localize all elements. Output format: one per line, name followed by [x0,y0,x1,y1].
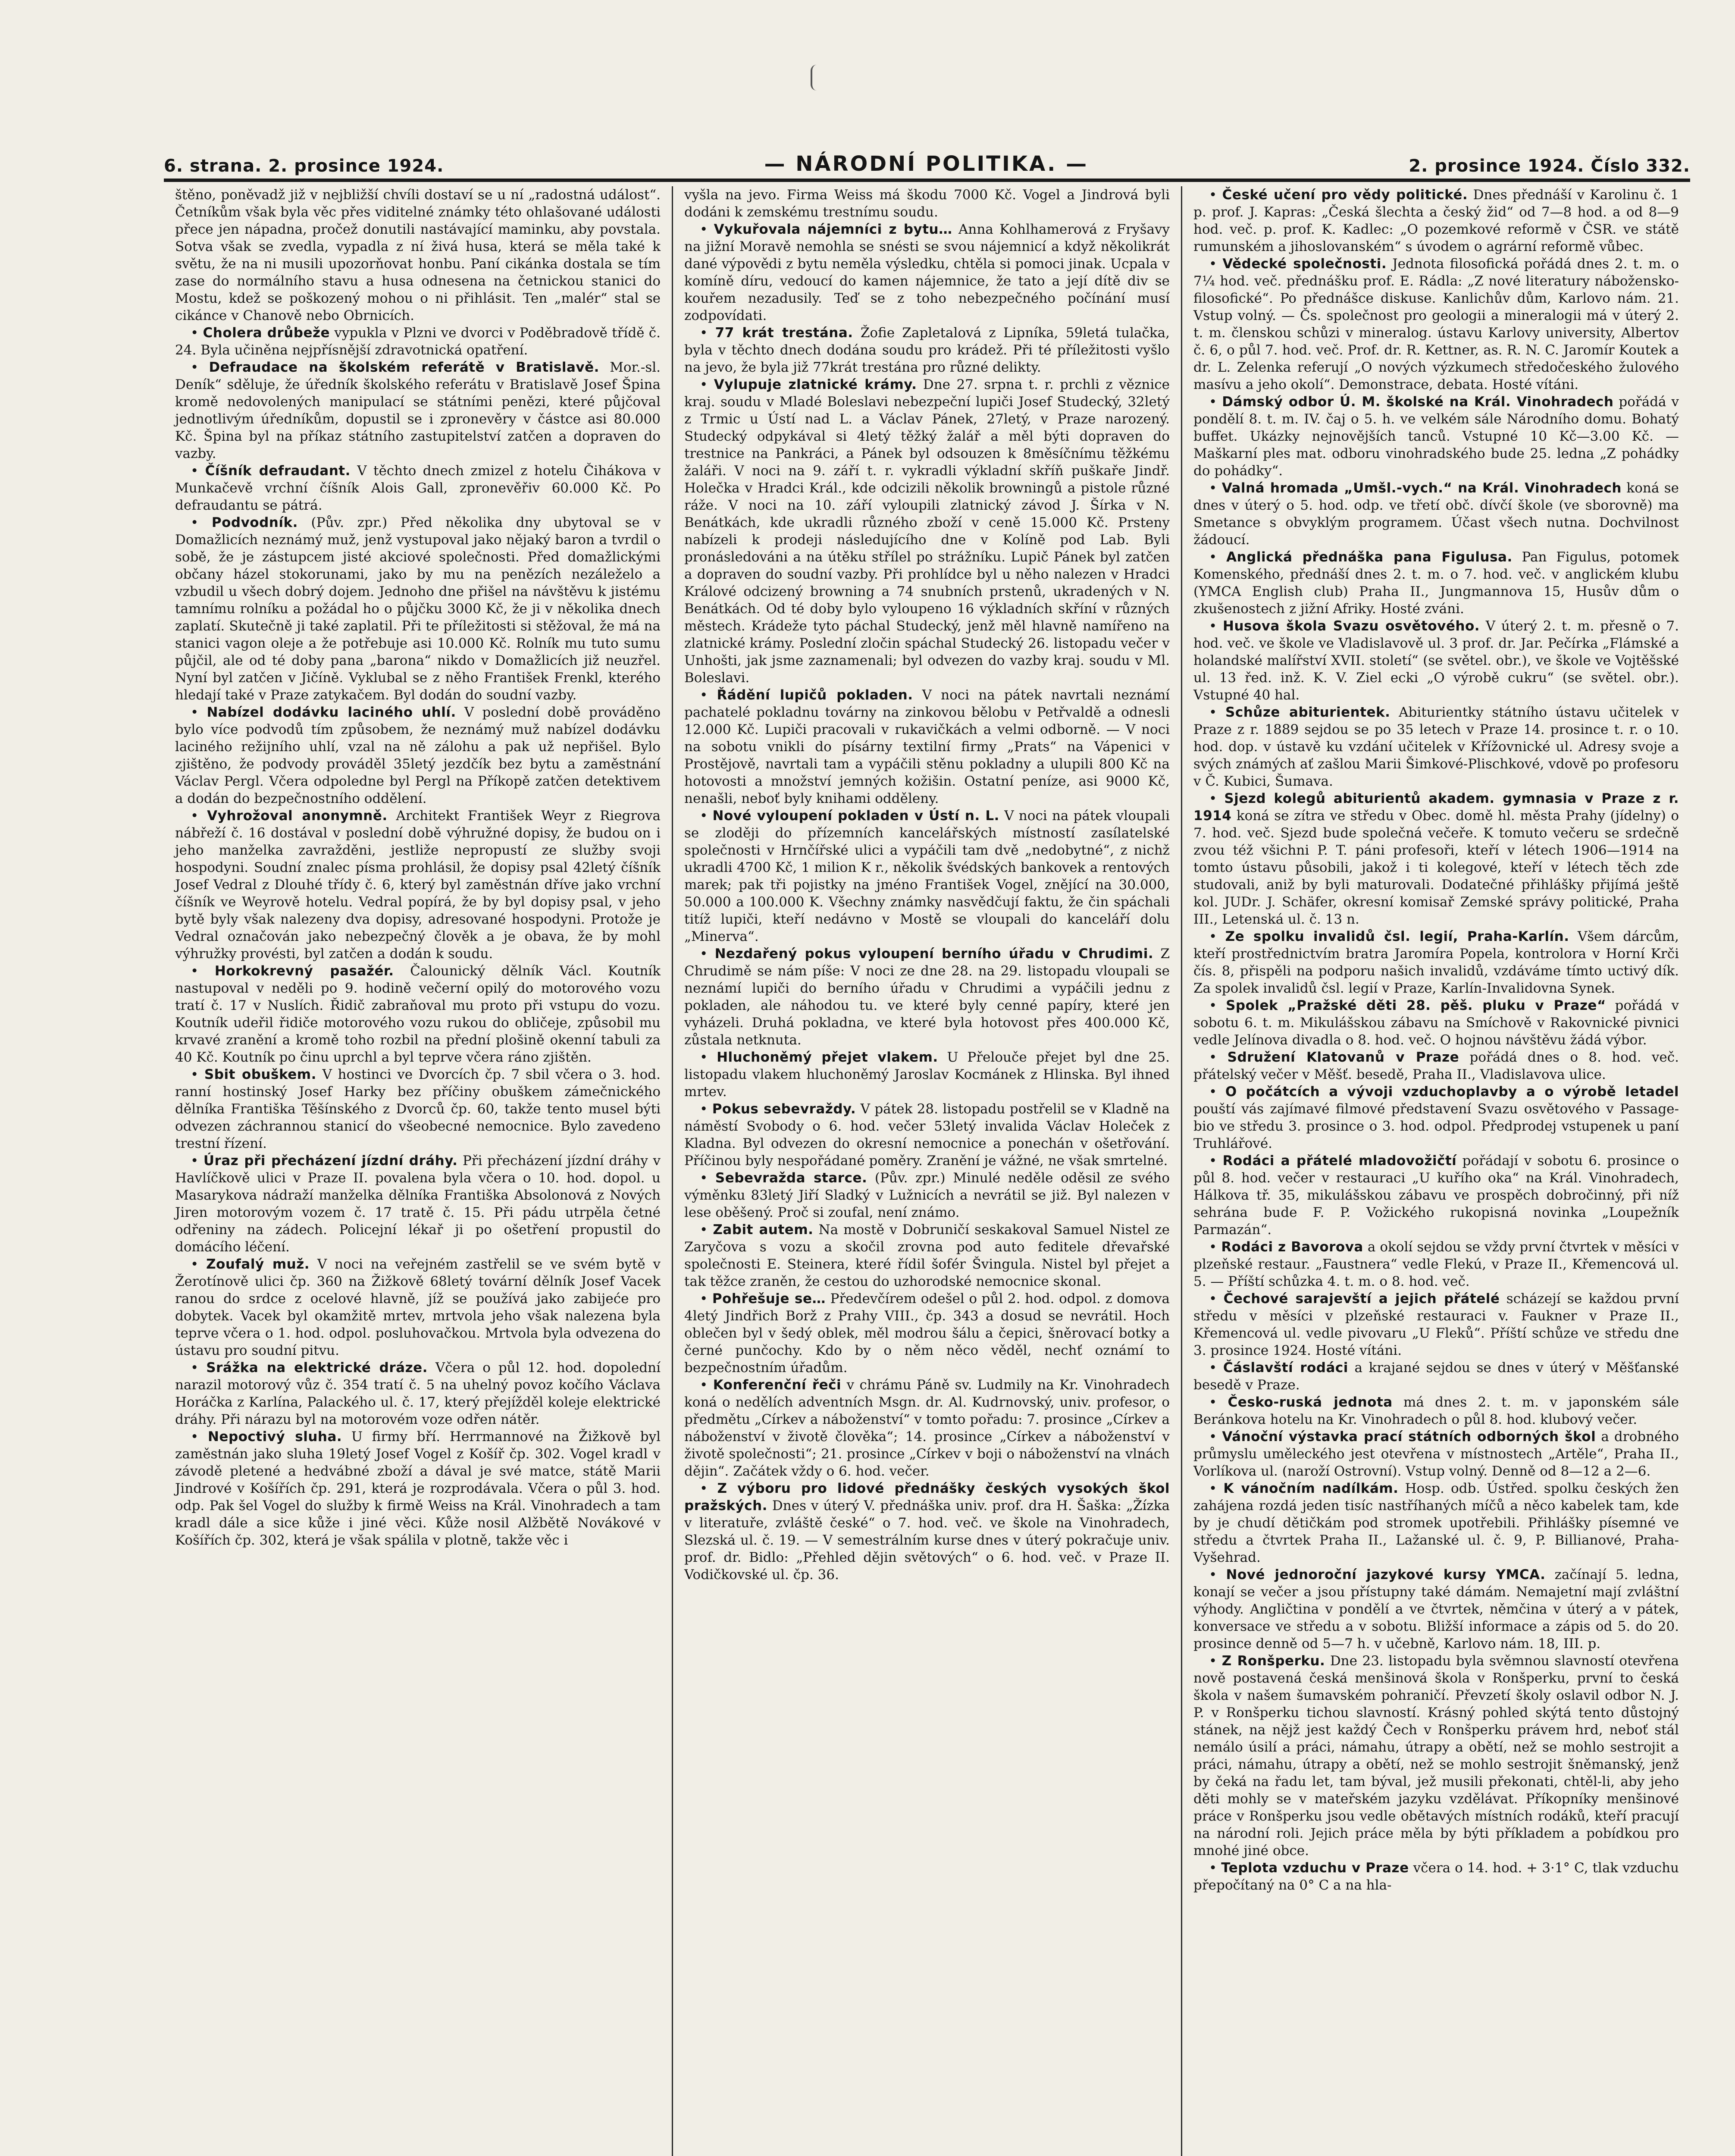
article-item: • Sebevražda starce. (Pův. zpr.) Minulé neděle oděsil ze svého výměnku 83letý Jiří Sladký v Lužnicích a nevrátil se již. Byl nalezen v lese oběšený. Proč si zoufal, není známo. [684,1170,1170,1220]
article-item: • Nové jednoroční jazykové kursy YMCA. začínají 5. ledna, konají se večer a jsou přístupny také dámám. Nemajetní mají zvláštní výhody. Angličtina v pondělí a ve čtvrtek, němčina v úterý a v pátek, konversace ve středu a v sobotu. Bližší informace a zápis od 5. do 20. prosince denně od 5—7 h. v učebně, Karlovo nám. 18, III. p. [1193,1567,1679,1651]
article-item: • Česko-ruská jednota má dnes 2. t. m. v japonském sále Beránkova hotelu na Kr. Vinohradech o půl 8. hod. klubový večer. [1193,1395,1679,1427]
article-headline: Nepoctivý sluha. [207,1429,342,1445]
article-text: začínají 5. ledna, konají se večer a jsou přístupny také dámám. Nemajetní mají zvláštní výhody. Angličtina v pondělí a ve čtvrtek, němčina v úterý a v pátek, konversace ve středu a v sobotu. Bližší informace a zápis od 5. do 20. prosince denně od 5—7 h. v učebně, Karlovo nám. 18, III. p. [1193,1567,1679,1651]
article-headline: Nové vyloupení pokladen v Ústí n. L. [712,808,999,824]
article-headline: Teplota vzduchu v Praze [1221,1860,1409,1876]
column-1 [164,186,672,2156]
article-headline: Schůze abiturientek. [1225,705,1391,720]
article-item: • Úraz při přecházení jízdní dráhy. Při přecházení jízdní dráhy v Havlíčkově ulici v Praze II. povalena byla včera o 10. hod. dopol. u Masarykova nádraží manželka dělníka Františka Absolonová z Nových Jiren motorovým vozem č. 17 tratě č. 15. Při pádu utrpěla četné odřeniny na zádech. Policejní lékař ji po ošetření propustil do domácího léčení. [175,1153,661,1255]
article-item: • Spolek „Pražské děti 28. pěš. pluku v Praze“ pořádá v sobotu 6. t. m. Mikulášskou zábavu na Smíchově v Rakovnické pivnici vedle Jelínova divadla o 8. hod. več. O hojnou návštěvu žádá výbor. [1193,998,1679,1048]
article-item: • Srážka na elektrické dráze. Včera o půl 12. hod. dopolední narazil motorový vůz č. 354 tratí č. 5 na uhelný povoz kočího Václava Horáčka z Karlína, Palackého ul. č. 17, který přejížděl koleje elektrické dráhy. Při nárazu byl na motorovém voze odřen nátěr. [175,1360,661,1427]
page-header [164,137,1690,176]
article-item [175,186,661,324]
article-text: pořádá dnes o 8. hod. več. přátelský večer v Měšť. besedě, Praha II., Vladislavova ulice. [1193,1050,1679,1082]
article-headline: Číšník defraudant. [205,463,351,479]
date-left: 2. prosince 1924. [268,156,444,176]
article-item: • Valná hromada „Umšl.-vych.“ na Král. Vinohradech koná se dnes v úterý o 5. hod. odp. ve třetí obč. dívčí škole (ve sborovně) ma Smetance s obvyklým programem. Účast všech nutna. Dochvilnost žádoucí. [1193,480,1679,548]
article-item: • Vyhrožoval anonymně. Architekt František Weyr z Riegrova nábřeží č. 16 dostával v poslední době výhružné dopisy, že budou on i jeho manželka zavražděni, jestliže nepropustí ze služby svoji hospodyni. Soudní znalec písma prohlásil, že dopisy psal 42letý číšník Josef Vedral z Dlouhé třídy č. 6, který byl zaměstnán dříve jako vrchní číšník ve Weyrově hotelu. Vedral popírá, že by byl dopisy psal, v jeho bytě byly však nalezeny dva dopisy, adresované hospodyni. Protože je Vedral označován jako nebezpečný člověk a je obava, že by mohl výhružky provésti, byl zatčen a dodán k soudu. [175,808,661,962]
article-headline: Vánoční výstavka prací státních odborných škol [1222,1429,1596,1445]
article-item: • Pohřešuje se… Předevčírem odešel o půl 2. hod. odpol. z domova 4letý Jindřich Borž z Prahy VIII., čp. 343 a dosud se nevrátil. Hoch oblečen byl v šedý oblek, měl modrou šálu a čepici, šněrovací botky a černé punčochy. Kdo by o něm něco věděl, nechť oznámí to bezpečnostním úřadům. [684,1291,1170,1376]
article-headline: Spolek „Pražské děti 28. pěš. pluku v Praze“ [1226,998,1606,1013]
article-text: Čalounický dělník Václ. Koutník nastupoval v neděli po 9. hodině večerní opilý do motorového vozu tratí č. 17 v Nuslích. Řidič zabraňoval mu proto při vstupu do vozu. Koutník udeřil řidiče motorového vozu rukou do obličeje, způsobil mu krvavé zranění a kromě toho rozbil na přední plošině okenní tabuli za 40 Kč. Koutník po činu uprchl a byl teprve včera ráno zjištěn. [175,963,661,1065]
article-text: v chrámu Páně sv. Ludmily na Kr. Vinohradech koná o nedělích adventních Msgn. dr. Al. Kudrnovský, univ. profesor, o předmětu „Církev a náboženství“ v tomto pořadu: 7. prosince „Církev a náboženství v životě člověka“; 14. prosince „Církev a náboženství v životě společnosti“; 21. prosince „Církev v boji o náboženství na vlnách dějin“. Začátek vždy o 6. hod. večer. [684,1377,1170,1479]
article-text: Žofie Zapletalová z Lipníka, 59letá tulačka, byla v těchto dnech dodána soudu pro krádež. Při té příležitosti vyšlo na jevo, že byla již 77krát trestána pro různé delikty. [684,325,1170,375]
article-text: V noci na veřejném zastřelil se ve svém bytě v Žerotínově ulici čp. 360 na Žižkově 68letý tovární dělník Josef Vacek ranou do srdce z ocelové hlavně, jíž se používá jako zabijeće pro dobytek. Vacek byl okamžitě mrtev, mrtvola jeho však nalezena byla teprve včera o 1. hod. odpol. posluhovačkou. Mrtvola byla odvezena do ústavu pro soudní pitvu. [175,1257,661,1358]
article-item: • Z výboru pro lidové přednášky českých vysokých škol pražských. Dnes v úterý V. přednáška univ. prof. dra H. Šaška: „Žízka v literatuře, zvláště české“ o 7. hod. več. ve škole na Vinohradech, Slezská ul. č. 19. — V semestrálním kurse dnes v úterý pokračuje univ. prof. dr. Bidlo: „Přehled dějin světových“ o 6. hod. več. v Praze II. Vodičkovské ul. čp. 36. [684,1481,1170,1583]
article-headline: Ze spolku invalidů čsl. legií, Praha-Karlín. [1225,929,1569,944]
article-item: • Schůze abiturientek. Abiturientky státního ústavu učitelek v Praze z r. 1889 sejdou se po 35 letech v Praze 14. prosince t. r. o 10. hod. dop. v ústavě ku vzdání učitelek v Křížovnické ul. Adresy svoje a svých známých ať zašlou Marii Šimkové-Plischkové, vdově po profesoru v Č. Kubici, Šumava. [1193,705,1679,789]
article-text: Z Chrudimě se nám píše: V noci ze dne 28. na 29. listopadu vloupali se neznámí lupiči do berního úřadu v Chrudimi a vypáčili jednu z pokladen, ale náhodou tu. ve které byly cenné papíry, které jen vyházeli. Druhá pokladna, ve které byla hotovost přes 400.000 Kč, zůstala netknuta. [684,946,1170,1048]
article-headline: Úraz při přecházení jízdní dráhy. [203,1153,458,1169]
article-headline: Rodáci a přátelé mladovožičtí [1222,1153,1457,1169]
article-item: • Řádění lupičů pokladen. V noci na pátek navrtali neznámí pachatelé pokladnu továrny na zinkovou bělobu v Petřvaldě a odnesli 12.000 Kč. Lupiči pracovali v rukavičkách a velmi odborně. — V noci na sobotu vnikli do písárny textilní firmy „Prats“ na Vápenici v Prostějově, navrtali tam a vypáčili stěnu pokladny a ulupili 800 Kč na hotovosti a množství jemných kožišin. Ostatní peníze, asi 9000 Kč, nenašli, neboť byly knihami odděleny. [684,687,1170,806]
article-item: • O počátcích a vývoji vzduchoplavby a o výrobě letadel pouští vás zajímavé filmové představení Svazu osvětového v Passage-bio ve středu 3. prosince o 3. hod. odpol. Předprodej vstupenek u paní Truhlářové. [1193,1084,1679,1151]
article-item: • Horkokrevný pasažér. Čalounický dělník Václ. Koutník nastupoval v neděli po 9. hodině večerní opilý do motorového vozu tratí č. 17 v Nuslích. Řidič zabraňoval mu proto při vstupu do vozu. Koutník udeřil řidiče motorového vozu rukou do obličeje, způsobil mu krvavé zranění a kromě toho rozbil na přední plošině okenní tabuli za 40 Kč. Koutník po činu uprchl a byl teprve včera ráno zjištěn. [175,963,661,1065]
article-text: vyšla na jevo. Firma Weiss má škodu 7000 Kč. Vogel a Jindrová byli dodáni k zemskému trestnímu soudu. [684,187,1170,220]
article-text: Při přecházení jízdní dráhy v Havlíčkově ulici v Praze II. povalena byla včera o 10. hod. dopol. u Masarykova nádraží manželka dělníka Františka Absolonová z Nových Jiren motorovým vozem č. 17 tratě č. 15. Při pádu utrpěla četné odřeniny na zádech. Policejní lékař ji po ošetření propustil do domácího léčení. [175,1153,661,1255]
article-headline: Zoufalý muž. [206,1257,310,1272]
article-text: V poslední době prováděno bylo více podvodů tím způsobem, že neznámý muž nabízel dodávku laciného režijního uhlí, vzal na ně zálohu a pak už nepřišel. Bylo zjištěno, že podvody prováděl 35letý jezdčík bez bytu a zaměstnání Václav Pergl. Včera odpoledne byl Pergl na Příkopě zatčen detektivem a dodán do bezpečnostního oddělení. [175,705,661,806]
article-text: a okolí sejdou se vždy první čtvrtek v měsíci v plzeňské restaur. „Faustnera“ vedle Flekú, v Praze II., Křemencová ul. 5. — Příští schůzka 4. t. m. o 8. hod. več. [1193,1239,1679,1289]
article-text: Předevčírem odešel o půl 2. hod. odpol. z domova 4letý Jindřich Borž z Prahy VIII., čp. 343 a dosud se nevrátil. Hoch oblečen byl v šedý oblek, měl modrou šálu a čepici, šněrovací botky a černé punčochy. Kdo by o něm něco věděl, nechť oznámí to bezpečnostním úřadům. [684,1291,1170,1376]
article-item: • Vánoční výstavka prací státních odborných škol a drobného průmyslu uměleckého jest otevřena v místnostech „Artěle“, Praha II., Vorlíkova ul. (naroží Ostrovní). Vstup volný. Denně od 8—12 a 2—6. [1193,1429,1679,1479]
article-headline: Anglická přednáška pana Figulusa. [1226,549,1513,565]
article-text: pořádá v sobotu 6. t. m. Mikulášskou zábavu na Smíchově v Rakovnické pivnici vedle Jelínova divadla o 8. hod. več. O hojnou návštěvu žádá výbor. [1193,998,1679,1048]
article-headline: Rodáci z Bavorova [1221,1239,1363,1255]
article-item: • Anglická přednáška pana Figulusa. Pan Figulus, potomek Komenského, přednáší dnes 2. t. m. o 7. hod. več. v anglickém klubu (YMCA English club) Praha II., Jungmannova 15, Husův dům o zkušenostech z jižní Afriky. Hosté zváni. [1193,549,1679,617]
article-item: • Dámský odbor Ú. M. školské na Král. Vinohradech pořádá v pondělí 8. t. m. IV. čaj o 5. h. ve velkém sále Národního domu. Bohatý buffet. Ukázky nejnovějších tanců. Vstupné 10 Kč—3.00 Kč. — Maškarní ples mat. odboru vinohradského bude 25. ledna „Z pohádky do pohádky“. [1193,394,1679,479]
article-text: pořádají v sobotu 6. prosince o půl 8. hod. večer v restauraci „U kuřího oka“ na Král. Vinohradech, Hálkova tř. 35, mikulášskou zábavu ve prospěch dobročinný, při níž sehrána bude F. P. Vožického rukopisná novinka „Loupežník Parmazán“. [1193,1153,1679,1238]
article-headline: 77 krát trestána. [715,325,853,341]
article-item: • Z Ronšperku. Dne 23. listopadu byla svěmnou slavností otevřena nově postavená česká menšinová škola v Ronšperku, první to česká škola v našem šumavském pohraničí. Převzetí školy oslavil odbor N. J. P. v Ronšperku tichou slavností. Krásný pohled skýtá tento důstojný stánek, na nějž jest každý Čech v Ronšperku právem hrd, neboť stál nemálo úsilí a práci, námahu, útrapy a obětí, než se mohlo sestrojit a práci, námahu, útrapy a obětí, než se mohlo sestrojit šněmanský, jenž by čeká na řadu let, tam býval, jež musili překonati, chtěl-li, aby jeho děti mohly se v mateřském jazyku vzdělávat. Příkopníky menšinové práce v Ronšperku jsou vedle obětavých místních rodáků, kteří pracují na národní roli. Jejich práce měla by býti příkladem a pobídkou pro mnohé jiné obce. [1193,1653,1679,1858]
article-text: Jednota filosofická pořádá dnes 2. t. m. o 7¼ hod. več. přednášku prof. E. Rádla: „Z nové literatury nábožensko-filosofické“. Po přednášce diskuse. Kanlichův dům, Karlovo nám. 21. Vstup volný. — Čs. společnost pro geologii a mineralogii má v úterý 2. t. m. členskou schůzi v mineralog. ústavu Karlovy university, Albertov č. 6, o půl 7. hod. več. Prof. dr. R. Kettner, as. R. N. C. Jaromír Koutek a dr. L. Zelenka referují „O nových výzkumech středočeského žulového masívu a jeho okolí“. Demonstrace, debata. Hosté vítáni. [1193,256,1679,392]
article-headline: Sebevražda starce. [715,1170,868,1186]
column-3 [1181,186,1690,2156]
article-headline: Vykuřovala nájemníci z bytu… [714,222,952,237]
article-headline: Valná hromada „Umšl.-vych.“ na Král. Vinohradech [1221,480,1622,496]
article-text: U Přelouče přejet byl dne 25. listopadu vlakem hluchoněmý Jaroslav Kocmánek z Hlinska. Byl ihned mrtev. [684,1050,1170,1100]
article-text: U firmy bří. Herrmannové na Žižkově byl zaměstnán jako sluha 19letý Josef Vogel z Košíř čp. 302. Vogel kradl v závodě pletené a hedvábné zboží a dával je své matce, státě Marii Jindrové v Košířích čp. 291, která je rozprodávala. Včera o půl 3. hod. odp. Pak šel Vogel do služby k firmě Weiss na Král. Vinohradech a tam kradl dále a sice kůže i jiné věci. Kůže nosil Alžbětě Novákové v Košířích čp. 302, která je však spálila v plotně, takže věc i [175,1429,661,1548]
article-headline: Nezdařený pokus vyloupení berního úřadu v Chrudimi. [714,946,1154,962]
article-headline: Čáslavští rodáci [1223,1360,1348,1376]
date-and-issue [1409,156,1690,176]
article-item: • Čechové sarajevští a jejich přátelé scházejí se každou první středu v měsíci v plzeňské restauraci v. Faukner v Praze II., Křemencová ul. vedle pivovaru „U Fleků“. Příští schůze ve středu dne 3. prosince 1924. Hosté vítáni. [1193,1291,1679,1358]
article-text: scházejí se každou první středu v měsíci v plzeňské restauraci v. Faukner v Praze II., Křemencová ul. vedle pivovaru „U Fleků“. Příští schůze ve středu dne 3. prosince 1924. Hosté vítáni. [1193,1291,1679,1358]
date-right: 2. prosince 1924. [1409,156,1585,176]
article-item: • Vylupuje zlatnické krámy. Dne 27. srpna t. r. prchli z věznice kraj. soudu v Mladé Boleslavi nebezpeční lupiči Josef Studecký, 32letý z Trmic u Ústí nad L. a Václav Pánek, 27letý, v Praze narozený. Studecký odpykával si 4letý těžký žalář a měl býti dopraven do trestnice na Pankráci, a Pánek byl odsouzen k 8měsíčnímu těžkému žaláři. V noci na 9. září t. r. vykradli výkladní skříň puškaře Jindř. Holečka v Hradci Král., kde odcizili několik browningů a pistole různé ráže. V noci na 10. září vyloupili zlatnický závod J. Šírka v N. Benátkách, kde ukradli různého zboží v ceně 15.000 Kč. Prsteny nabízeli k prodeji následujícího dne v Kolíně pod Lab. Byli pronásledováni a na útěku střílel po strážníku. Lupič Pánek byl zatčen a dopraven do soudní vazby. Při prohlídce byl u něho nalezen v Hradci Králové odcizený browning a 74 snubních prstenů, ukradených v N. Benátkách. Od té doby bylo vyloupeno 16 výkladních skříní v různých městech. Krádeže tyto páchal Studecký, jenž měl hlavně namířeno na zlatnické krámy. Poslední zločin spáchal Studecký 26. listopadu večer v Unhošti, jak jsme zaznamenali; byl odvezen do vazby kraj. soudu v Ml. Boleslavi. [684,377,1170,686]
article-headline: Dámský odbor Ú. M. školské na Král. Vinohradech [1222,394,1614,410]
article-text: (Pův. zpr.) Minulé neděle oděsil ze svého výměnku 83letý Jiří Sladký v Lužnicích a nevrátil se již. Byl nalezen v lese oběšený. Proč si zoufal, není známo. [684,1170,1170,1220]
article-headline: Hluchoněmý přejet vlakem. [717,1050,938,1065]
article-item: • Hluchoněmý přejet vlakem. U Přelouče přejet byl dne 25. listopadu vlakem hluchoněmý Jaroslav Kocmánek z Hlinska. Byl ihned mrtev. [684,1050,1170,1100]
article-text: V noci na pátek navrtali neznámí pachatelé pokladnu továrny na zinkovou bělobu v Petřvaldě a odnesli 12.000 Kč. Lupiči pracovali v rukavičkách a velmi odborně. — V noci na sobotu vnikli do písárny textilní firmy „Prats“ na Vápenici v Prostějově, navrtali tam a vypáčili stěnu pokladny a ulupili 800 Kč na hotovosti a množství jemných kožišin. Ostatní peníze, asi 9000 Kč, nenašli, neboť byly knihami odděleny. [684,687,1170,806]
article-text: koná se dnes v úterý o 5. hod. odp. ve třetí obč. dívčí škole (ve sborovně) ma Smetance s obvyklým programem. Účast všech nutna. Dochvilnost žádoucí. [1193,480,1679,548]
article-item: • Defraudace na školském referátě v Bratislavě. Mor.-sl. Deník“ sděluje, že úředník školského referátu v Bratislavě Josef Špina kromě nedovolených manipulací se státními penězi, které půjčoval jednotlivým úředníkům, dopustil se i zpronevěry v částce asi 80.000 Kč. Špina byl na příkaz státního zastupitelství zatčen a dopraven do vazby. [175,360,661,461]
article-text: V úterý 2. t. m. přesně o 7. hod. več. ve škole ve Vladislavově ul. 3 prof. dr. Jar. Pečírka „Flámské a holandské malířství XVII. století“ (se světel. obr.), ve škole ve Vojtěšské ul. 13 řed. inž. K. V. Ziel ecki „O výrobě cukru“ (se světel. obr.). Vstupné 40 hal. [1193,618,1679,703]
article-item: • Teplota vzduchu v Praze včera o 14. hod. + 3·1° C, tlak vzduchu přepočítaný na 0° C a na hla- [1193,1860,1679,1893]
article-item: • 77 krát trestána. Žofie Zapletalová z Lipníka, 59letá tulačka, byla v těchto dnech dodána soudu pro krádež. Při té příležitosti vyšlo na jevo, že byla již 77krát trestána pro různé delikty. [684,325,1170,375]
article-text: Architekt František Weyr z Riegrova nábřeží č. 16 dostával v poslední době výhružné dopisy, že budou on i jeho manželka zavražděni, jestliže nepropustí ze služby svoji hospodyni. Soudní znalec písma prohlásil, že dopisy psal 42letý číšník Josef Vedral z Dlouhé třídy č. 6, který byl zaměstnán dříve jako vrchní číšník ve Weyrově hotelu. Vedral popírá, že by byl dopisy psal, v jeho bytě byly však nalezeny dva dopisy, adresované hospodyni. Protože je Vedral označován jako nebezpečný člověk a je obava, že by mohl výhružky provésti, byl zatčen a dodán k soudu. [175,808,661,962]
article-headline: Cholera drůbeže [203,325,330,341]
article-text: pořádá v pondělí 8. t. m. IV. čaj o 5. h. ve velkém sále Národního domu. Bohatý buffet. Ukázky nejnovějších tanců. Vstupné 10 Kč—3.00 Kč. — Maškarní ples mat. odboru vinohradského bude 25. ledna „Z pohádky do pohádky“. [1193,394,1679,479]
issue-number: Číslo 332. [1591,156,1690,176]
article-headline: Nové jednoroční jazykové kursy YMCA. [1226,1567,1546,1583]
article-headline: Vylupuje zlatnické krámy. [714,377,917,392]
article-text: koná se zítra ve středu v Obec. domě hl. města Prahy (jídelny) o 7. hod. več. Sjezd bude společná večeře. K tomuto večeru se srdečně zvou též všichni P. T. páni profesoři, kteří v létech 1906—1914 na tomto ústavu působili, jakož i ti kolegové, kteří v létech těch zde studovali, aniž by byli maturovali. Dodatečné přihlášky přijímá ještě kol. JUDr. J. Schäfer, okresní komisař Zemské správy politické, Praha III., Letenská ul. č. 13 n. [1193,808,1679,927]
article-text: vypukla v Plzni ve dvorci v Poděbradově třídě č. 24. Byla učiněna nejpřísnější zdravotnická opatření. [175,325,661,358]
article-headline: Čechové sarajevští a jejich přátelé [1223,1291,1500,1307]
article-headline: Pokus sebevraždy. [712,1101,856,1117]
article-text: včera o 14. hod. + 3·1° C, tlak vzduchu přepočítaný na 0° C a na hla- [1193,1860,1679,1893]
article-headline: Česko-ruská jednota [1228,1395,1393,1410]
article-text: V noci na pátek vloupali se zloději do přízemních kancelářských místností zasílatelské společnosti v Hrnčířské ulici a vypáčili tam dvě „nedobytné“, z nichž ukradli 4700 Kč, 1 milion K r., několik švédských bankovek a rentových marek; pak tři pojistky na jméno František Vogel, znějící na 30.000, 50.000 a 100.000 K. Všechny známky nasvědčují faktu, že čin spáchali titíž lupiči, kteří nedávno v Mostě se vloupali do kanceláří dolu „Minerva“. [684,808,1170,944]
article-text: Dne 27. srpna t. r. prchli z věznice kraj. soudu v Mladé Boleslavi nebezpeční lupiči Josef Studecký, 32letý z Trmic u Ústí nad L. a Václav Pánek, 27letý, v Praze narozený. Studecký odpykával si 4letý těžký žalář a měl býti dopraven do trestnice na Pankráci, a Pánek byl odsouzen k 8měsíčnímu těžkému žaláři. V noci na 9. září t. r. vykradli výkladní skříň puškaře Jindř. Holečka v Hradci Král., kde odcizili několik browningů a pistole různé ráže. V noci na 10. září vyloupili zlatnický závod J. Šírka v N. Benátkách, kde ukradli různého zboží v ceně 15.000 Kč. Prsteny nabízeli k prodeji následujícího dne v Kolíně pod Lab. Byli pronásledováni a na útěku střílel po strážníku. Lupič Pánek byl zatčen a dopraven do soudní vazby. Při prohlídce byl u něho nalezen v Hradci Králové odcizený browning a 74 snubních prstenů, ukradených v N. Benátkách. Od té doby bylo vyloupeno 16 výkladních skříní v různých městech. Krádeže tyto páchal Studecký, jenž měl hlavně namířeno na zlatnické krámy. Poslední zločin spáchal Studecký 26. listopadu večer v Unhošti, jak jsme zaznamenali; byl odvezen do vazby kraj. soudu v Ml. Boleslavi. [684,377,1170,686]
article-item: • Zabit autem. Na mostě v Dobruničí seskakoval Samuel Nistel ze Zaryčova s vozu a skočil zrovna pod auto feditele dřevařské společnosti E. Steinera, které řídil šofér Švingula. Nistel byl přejet a tak těžce zraněn, že cestou do uzhorodské nemocnice skonal. [684,1222,1170,1289]
article-text: Všem dárcům, kteří prostřednictvím bratra Jaromíra Popela, kontrolora v Horní Krči čís. 8, přispěli na podporu našich invalidů, vzdáváme tímto uctivý dík. Za spolek invalidů čsl. legií v Praze, Karlín-Invalidovna Synek. [1193,929,1679,996]
article-headline: Z výboru pro lidové přednášky českých vysokých škol pražských. [684,1481,1170,1514]
article-headline: K vánočním nadílkám. [1223,1481,1399,1496]
article-item: • České učení pro vědy politické. Dnes přednáší v Karolinu č. 1 p. prof. J. Kapras: „Česká šlechta a český žid“ od 7—8 hod. a od 8—9 hod. več. p. prof. K. Kadlec: „O pozemkové reformě v ČSR. ve státě rumunském a jihoslovanském“ s úvodem o agrární reformě vůbec. [1193,187,1679,254]
article-text: Mor.-sl. Deník“ sděluje, že úředník školského referátu v Bratislavě Josef Špina kromě nedovolených manipulací se státními penězi, které půjčoval jednotlivým úředníkům, dopustil se i zpronevěry v částce asi 80.000 Kč. Špina byl na příkaz státního zastupitelství zatčen a dopraven do vazby. [175,360,661,461]
masthead: — NÁRODNÍ POLITIKA. — [764,152,1089,176]
article-headline: Horkokrevný pasažér. [214,963,394,979]
article-text: Hosp. odb. Ústřed. spolku českých žen zahájena rozdá jeden tisíc nastříhaných míčů a něco kabelek tam, kde by je chudí dětičkám pod stromek upotřebili. Přihlášky písemné ve středu a čtvrtek Praha II., Lažanské ul. č. 9, P. Billianové, Praha-Vyšehrad. [1193,1481,1679,1565]
article-text: V pátek 28. listopadu postřelil se v Kladně na náměstí Svobody o 6. hod. večer 53letý invalida Václav Holeček z Kladna. Byl odvezen do okresní nemocnice a ponechán v ošetřování. Příčinou byly nespořádané poměry. Zranění je vážné, ne však smrtelné. [684,1101,1170,1169]
article-text: Dnes v úterý V. přednáška univ. prof. dra H. Šaška: „Žízka v literatuře, zvláště české“ o 7. hod. več. ve škole na Vinohradech, Slezská ul. č. 19. — V semestrálním kurse dnes v úterý pokračuje univ. prof. dr. Bidlo: „Přehled dějin světových“ o 6. hod. več. v Praze II. Vodičkovské ul. čp. 36. [684,1498,1170,1583]
article-item: • Čáslavští rodáci a krajané sejdou se dnes v úterý v Měšťanské besedě v Praze. [1193,1360,1679,1393]
article-item [684,186,1170,221]
article-text: Pan Figulus, potomek Komenského, přednáší dnes 2. t. m. o 7. hod. več. v anglickém klubu (YMCA English club) Praha II., Jungmannova 15, Husův dům o zkušenostech z jižní Afriky. Hosté zváni. [1193,549,1679,617]
article-text: Na mostě v Dobruničí seskakoval Samuel Nistel ze Zaryčova s vozu a skočil zrovna pod auto feditele dřevařské společnosti E. Steinera, které řídil šofér Švingula. Nistel byl přejet a tak těžce zraněn, že cestou do uzhorodské nemocnice skonal. [684,1222,1170,1289]
article-item: • Nezdařený pokus vyloupení berního úřadu v Chrudimi. Z Chrudimě se nám píše: V noci ze dne 28. na 29. listopadu vloupali se neznámí lupiči do berního úřadu v Chrudimi a vypáčili jednu z pokladen, ale náhodou tu. ve které byly cenné papíry, které jen vyházeli. Druhá pokladna, ve které byla hotovost přes 400.000 Kč, zůstala netknuta. [684,946,1170,1048]
article-text: V hostinci ve Dvorcích čp. 7 sbil včera o 3. hod. ranní hostinský Josef Harky bez příčiny obuškem zámečnického dělníka Františka Těšínského z Dvorců čp. 60, takže tento musel býti odvezen záchrannou stanicí do všeobecné nemocnice. Bylo zavedeno trestní řízení. [175,1067,661,1151]
article-item: • Sdružení Klatovanů v Praze pořádá dnes o 8. hod. več. přátelský večer v Měšť. besedě, Praha II., Vladislavova ulice. [1193,1050,1679,1082]
article-item: • Podvodník. (Pův. zpr.) Před několika dny ubytoval se v Domažlicích neznámý muž, jenž vystupoval jako nějaký baron a tvrdil o sobě, že je zástupcem jisté akciové společnosti. Před domažlickými občany házel stokorunami, jako by mu na penězích nezáleželo a vzbudil u všech dobrý dojem. Jednoho dne přišel na návštěvu k jistému tamnímu rolníku a požádal ho o půjčku 3000 Kč, že ji v několika dnech zaplatí. Skutečně ji také zaplatil. Při te příležitosti si stěžoval, že má na stanici vagon oleje a že potřebuje asi 10.000 Kč. Rolník mu tuto sumu půjčil, ale od té doby pana „barona“ nikdo v Domažlicích již neuzřel. Nyní byl zatčen v Jičíně. Vyklubal se z něho František Frenkl, kterého hledají také v Praze zatykačem. Byl dodán do soudní vazby. [175,515,661,703]
article-headline: Sbit obuškem. [204,1067,316,1082]
article-headline: Sdružení Klatovanů v Praze [1227,1050,1459,1065]
article-item: • Vykuřovala nájemníci z bytu… Anna Kohlhamerová z Fryšavy na jižní Moravě nemohla se snésti se svou nájemnicí a když několikrát dané výpovědi z bytu neměla výsledku, chtěla si pomoci jinak. Ucpala v komíně díru, vedoucí do kamen nájemnice, že tato a její dítě div se kouřem nezadusily. Teď se z toho nebezpečného počínání musí zodpovídati. [684,222,1170,323]
article-item: • Vědecké společnosti. Jednota filosofická pořádá dnes 2. t. m. o 7¼ hod. več. přednášku prof. E. Rádla: „Z nové literatury nábožensko-filosofické“. Po přednášce diskuse. Kanlichův dům, Karlovo nám. 21. Vstup volný. — Čs. společnost pro geologii a mineralogii má v úterý 2. t. m. členskou schůzi v mineralog. ústavu Karlovy university, Albertov č. 6, o půl 7. hod. več. Prof. dr. R. Kettner, as. R. N. C. Jaromír Koutek a dr. L. Zelenka referují „O nových výzkumech středočeského žulového masívu a jeho okolí“. Demonstrace, debata. Hosté vítáni. [1193,256,1679,392]
article-headline: O počátcích a vývoji vzduchoplavby a o výrobě letadel [1225,1084,1679,1100]
article-text: má dnes 2. t. m. v japonském sále Beránkova hotelu na Kr. Vinohradech o půl 8. hod. klubový večer. [1193,1395,1679,1427]
article-headline: Řádění lupičů pokladen. [717,687,913,703]
article-item: • Rodáci a přátelé mladovožičtí pořádají v sobotu 6. prosince o půl 8. hod. večer v restauraci „U kuřího oka“ na Král. Vinohradech, Hálkova tř. 35, mikulášskou zábavu ve prospěch dobročinný, při níž sehrána bude F. P. Vožického rukopisná novinka „Loupežník Parmazán“. [1193,1153,1679,1238]
article-item: • Cholera drůbeže vypukla v Plzni ve dvorci v Poděbradově třídě č. 24. Byla učiněna nejpřísnější zdravotnická opatření. [175,325,661,358]
article-item: • Číšník defraudant. V těchto dnech zmizel z hotelu Čihákova v Munkačevě vrchní číšník Alois Gall, zpronevěřiv 60.000 Kč. Po defraudantu se pátrá. [175,463,661,513]
article-columns [164,186,1690,2156]
article-text: Dnes přednáší v Karolinu č. 1 p. prof. J. Kapras: „Česká šlechta a český žid“ od 7—8 hod. a od 8—9 hod. več. p. prof. K. Kadlec: „O pozemkové reformě v ČSR. ve státě rumunském a jihoslovanském“ s úvodem o agrární reformě vůbec. [1193,187,1679,254]
page-number-and-date [164,156,444,176]
article-text: štěno, poněvadž již v nejbližší chvíli dostaví se u ní „radostná událost“. Četníkům však byla věc přes viditelné známky této ohlašované události přece jen nápadna, pročež donutili nastávající maminku, aby povstala. Sotva však se zvedla, vypadla z ní živá husa, která se měla také k světu, že na ni musili upozorňovat honbu. Paní cikánka dostala se tím zase do normálního stavu a husa odnesena na četnickou stanici do Mostu, kdež se poškozený mohou o ni přihlásit. Ten „malér“ stal se cikánce v Chanově nebo Obrnicích. [175,187,661,323]
article-text: Abiturientky státního ústavu učitelek v Praze z r. 1889 sejdou se po 35 letech v Praze 14. prosince t. r. o 10. hod. dop. v ústavě ku vzdání učitelek v Křížovnické ul. Adresy svoje a svých známých ať zašlou Marii Šimkové-Plischkové, vdově po profesoru v Č. Kubici, Šumava. [1193,705,1679,789]
article-text: V těchto dnech zmizel z hotelu Čihákova v Munkačevě vrchní číšník Alois Gall, zpronevěřiv 60.000 Kč. Po defraudantu se pátrá. [175,463,661,513]
article-headline: Z Ronšperku. [1221,1653,1325,1669]
article-item: • Nepoctivý sluha. U firmy bří. Herrmannové na Žižkově byl zaměstnán jako sluha 19letý Josef Vogel z Košíř čp. 302. Vogel kradl v závodě pletené a hedvábné zboží a dával je své matce, státě Marii Jindrové v Košířích čp. 291, která je rozprodávala. Včera o půl 3. hod. odp. Pak šel Vogel do služby k firmě Weiss na Král. Vinohradech a tam kradl dále a sice kůže i jiné věci. Kůže nosil Alžbětě Novákové v Košířích čp. 302, která je však spálila v plotně, takže věc i [175,1429,661,1548]
article-headline: Nabízel dodávku laciného uhlí. [207,705,456,720]
article-headline: Sjezd kolegů abiturientů akadem. gymnasia v Praze z r. 1914 [1193,791,1679,824]
article-item: • Husova škola Svazu osvětového. V úterý 2. t. m. přesně o 7. hod. več. ve škole ve Vladislavově ul. 3 prof. dr. Jar. Pečírka „Flámské a holandské malířství XVII. století“ (se světel. obr.), ve škole ve Vojtěšské ul. 13 řed. inž. K. V. Ziel ecki „O výrobě cukru“ (se světel. obr.). Vstupné 40 hal. [1193,618,1679,703]
article-item: • Sjezd kolegů abiturientů akadem. gymnasia v Praze z r. 1914 koná se zítra ve středu v Obec. domě hl. města Prahy (jídelny) o 7. hod. več. Sjezd bude společná večeře. K tomuto večeru se srdečně zvou též všichni P. T. páni profesoři, kteří v létech 1906—1914 na tomto ústavu působili, jakož i ti kolegové, kteří v létech těch zde studovali, aniž by byli maturovali. Dodatečné přihlášky přijímá ještě kol. JUDr. J. Schäfer, okresní komisař Zemské správy politické, Praha III., Letenská ul. č. 13 n. [1193,791,1679,927]
article-headline: Pohřešuje se… [712,1291,826,1307]
article-item: • Zoufalý muž. V noci na veřejném zastřelil se ve svém bytě v Žerotínově ulici čp. 360 na Žižkově 68letý tovární dělník Josef Vacek ranou do srdce z ocelové hlavně, jíž se používá jako zabijeće pro dobytek. Vacek byl okamžitě mrtev, mrtvola jeho však nalezena byla teprve včera o 1. hod. odpol. posluhovačkou. Mrtvola byla odvezena do ústavu pro soudní pitvu. [175,1257,661,1358]
scan-mark [811,65,825,91]
article-text: a krajané sejdou se dnes v úterý v Měšťanské besedě v Praze. [1193,1360,1679,1393]
article-text: (Pův. zpr.) Před několika dny ubytoval se v Domažlicích neznámý muž, jenž vystupoval jako nějaký baron a tvrdil o sobě, že je zástupcem jisté akciové společnosti. Před domažlickými občany házel stokorunami, jako by mu na penězích nezáleželo a vzbudil u všech dobrý dojem. Jednoho dne přišel na návštěvu k jistému tamnímu rolníku a požádal ho o půjčku 3000 Kč, že ji v několika dnech zaplatí. Skutečně ji také zaplatil. Při te příležitosti si stěžoval, že má na stanici vagon oleje a že potřebuje asi 10.000 Kč. Rolník mu tuto sumu půjčil, ale od té doby pana „barona“ nikdo v Domažlicích již neuzřel. Nyní byl zatčen v Jičíně. Vyklubal se z něho František Frenkl, kterého hledají také v Praze zatykačem. Byl dodán do soudní vazby. [175,515,661,703]
article-headline: Defraudace na školském referátě v Bratislavě. [209,360,599,375]
header-rule [164,179,1690,182]
article-headline: Zabit autem. [713,1222,814,1238]
page-number: 6. strana. [164,156,262,176]
article-headline: Srážka na elektrické dráze. [206,1360,428,1376]
article-text: pouští vás zajímavé filmové představení Svazu osvětového v Passage-bio ve středu 3. prosince o 3. hod. odpol. Předprodej vstupenek u paní Truhlářové. [1193,1101,1679,1151]
article-headline: Husova škola Svazu osvětového. [1223,618,1480,634]
article-text: Včera o půl 12. hod. dopolední narazil motorový vůz č. 354 tratí č. 5 na uhelný povoz kočího Václava Horáčka z Karlína, Palackého ul. č. 17, který přejížděl koleje elektrické dráhy. Při nárazu byl na motorovém voze odřen nátěr. [175,1360,661,1427]
article-text: Anna Kohlhamerová z Fryšavy na jižní Moravě nemohla se snésti se svou nájemnicí a když několikrát dané výpovědi z bytu neměla výsledku, chtěla si pomoci jinak. Ucpala v komíně díru, vedoucí do kamen nájemnice, že tato a její dítě div se kouřem nezadusily. Teď se z toho nebezpečného počínání musí zodpovídati. [684,222,1170,323]
article-text: Dne 23. listopadu byla svěmnou slavností otevřena nově postavená česká menšinová škola v Ronšperku, první to česká škola v našem šumavském pohraničí. Převzetí školy oslavil odbor N. J. P. v Ronšperku tichou slavností. Krásný pohled skýtá tento důstojný stánek, na nějž jest každý Čech v Ronšperku právem hrd, neboť stál nemálo úsilí a práci, námahu, útrapy a obětí, než se mohlo sestrojit a práci, námahu, útrapy a obětí, než se mohlo sestrojit šněmanský, jenž by čeká na řadu let, tam býval, jež musili překonati, chtěl-li, aby jeho děti mohly se v mateřském jazyku vzdělávat. Příkopníky menšinové práce v Ronšperku jsou vedle obětavých místních rodáků, kteří pracují na národní roli. Jejich práce měla by býti příkladem a pobídkou pro mnohé jiné obce. [1193,1653,1679,1858]
article-headline: České učení pro vědy politické. [1222,187,1468,203]
article-item: • Ze spolku invalidů čsl. legií, Praha-Karlín. Všem dárcům, kteří prostřednictvím bratra Jaromíra Popela, kontrolora v Horní Krči čís. 8, přispěli na podporu našich invalidů, vzdáváme tímto uctivý dík. Za spolek invalidů čsl. legií v Praze, Karlín-Invalidovna Synek. [1193,929,1679,996]
article-headline: Vědecké společnosti. [1222,256,1387,272]
article-item: • Pokus sebevraždy. V pátek 28. listopadu postřelil se v Kladně na náměstí Svobody o 6. hod. večer 53letý invalida Václav Holeček z Kladna. Byl odvezen do okresní nemocnice a ponechán v ošetřování. Příčinou byly nespořádané poměry. Zranění je vážné, ne však smrtelné. [684,1101,1170,1169]
article-item: • Nabízel dodávku laciného uhlí. V poslední době prováděno bylo více podvodů tím způsobem, že neznámý muž nabízel dodávku laciného režijního uhlí, vzal na ně zálohu a pak už nepřišel. Bylo zjištěno, že podvody prováděl 35letý jezdčík bez bytu a zaměstnání Václav Pergl. Včera odpoledne byl Pergl na Příkopě zatčen detektivem a dodán do bezpečnostního oddělení. [175,705,661,806]
article-text: a drobného průmyslu uměleckého jest otevřena v místnostech „Artěle“, Praha II., Vorlíkova ul. (naroží Ostrovní). Vstup volný. Denně od 8—12 a 2—6. [1193,1429,1679,1479]
article-headline: Podvodník. [211,515,298,530]
article-headline: Konferenční řeči [713,1377,842,1393]
article-item: • Sbit obuškem. V hostinci ve Dvorcích čp. 7 sbil včera o 3. hod. ranní hostinský Josef Harky bez příčiny obuškem zámečnického dělníka Františka Těšínského z Dvorců čp. 60, takže tento musel býti odvezen záchrannou stanicí do všeobecné nemocnice. Bylo zavedeno trestní řízení. [175,1067,661,1151]
article-headline: Vyhrožoval anonymně. [207,808,388,824]
article-item: • K vánočním nadílkám. Hosp. odb. Ústřed. spolku českých žen zahájena rozdá jeden tisíc nastříhaných míčů a něco kabelek tam, kde by je chudí dětičkám pod stromek upotřebili. Přihlášky písemné ve středu a čtvrtek Praha II., Lažanské ul. č. 9, P. Billianové, Praha-Vyšehrad. [1193,1481,1679,1565]
article-item: • Konferenční řeči v chrámu Páně sv. Ludmily na Kr. Vinohradech koná o nedělích adventních Msgn. dr. Al. Kudrnovský, univ. profesor, o předmětu „Církev a náboženství“ v tomto pořadu: 7. prosince „Církev a náboženství v životě člověka“; 14. prosince „Církev a náboženství v životě společnosti“; 21. prosince „Církev v boji o náboženství na vlnách dějin“. Začátek vždy o 6. hod. večer. [684,1377,1170,1479]
column-2 [672,186,1181,2156]
article-item: • Rodáci z Bavorova a okolí sejdou se vždy první čtvrtek v měsíci v plzeňské restaur. „Faustnera“ vedle Flekú, v Praze II., Křemencová ul. 5. — Příští schůzka 4. t. m. o 8. hod. več. [1193,1239,1679,1289]
article-item: • Nové vyloupení pokladen v Ústí n. L. V noci na pátek vloupali se zloději do přízemních kancelářských místností zasílatelské společnosti v Hrnčířské ulici a vypáčili tam dvě „nedobytné“, z nichž ukradli 4700 Kč, 1 milion K r., několik švédských bankovek a rentových marek; pak tři pojistky na jméno František Vogel, znějící na 30.000, 50.000 a 100.000 K. Všechny známky nasvědčují faktu, že čin spáchali titíž lupiči, kteří nedávno v Mostě se vloupali do kanceláří dolu „Minerva“. [684,808,1170,944]
